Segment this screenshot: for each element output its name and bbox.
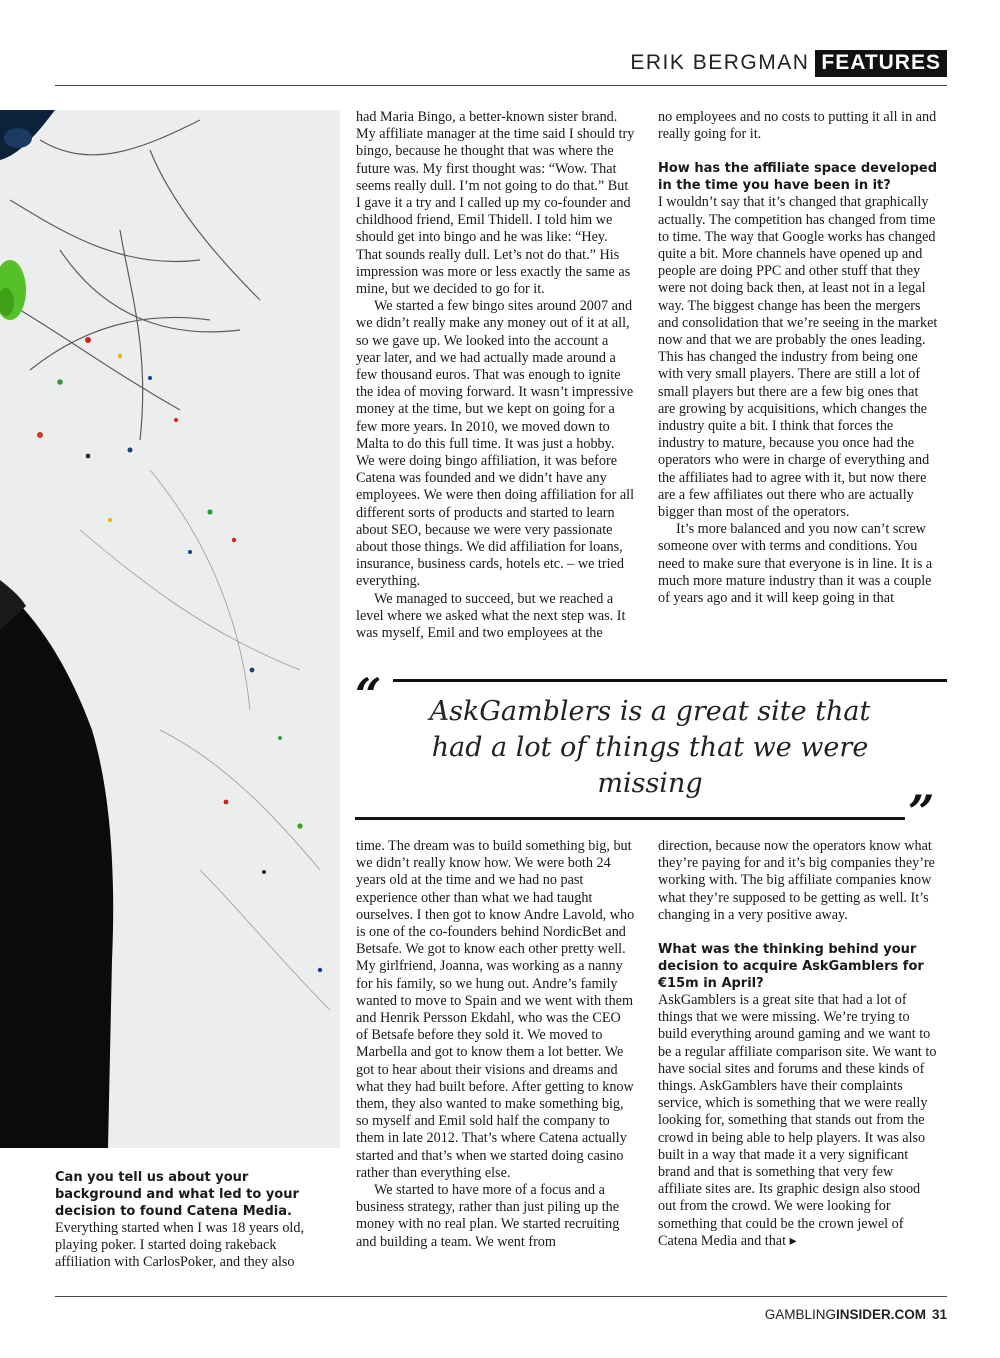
paragraph: direction, because now the operators know what they’re paying for and it’s big companies they’re working with. The big affiliate companies know what they’re supposed to be getting as well. It’s changing in a very positive away. (658, 838, 935, 923)
pull-quote-top-rule (393, 679, 947, 682)
paragraph: time. The dream was to build something big, but we didn’t really know how. We were both 24 years old at the time and we had no past experience other than what we had taught ourselves. I then got to know Andre Lavold, who is one of the co-founders behind NordicBet and Betsafe. We got to know each other pretty well. My girlfriend, Joanna, was working as a nanny for his family, so we hung out. Andre’s family wanted to move to Spain and we went with them and Henrik Persson Ekdahl, who was the CEO of Betsafe before they sold it. We moved to Marbella and got to know them a lot better. We got to hear about their visions and dreams and what they had built before. After getting to know them, they also wanted to make something big, so myself and Emil sold half the company to them in late 2012. That’s where Catena actually started and that’s when we started doing casino rather than everything else. (356, 838, 635, 1181)
pull-quote-bottom-rule (355, 817, 905, 820)
footer-brand-regular: GAMBLING (764, 1307, 836, 1322)
askgamblers-question-heading: What was the thinking behind your decision to acquire AskGamblers for €15m in April? (658, 942, 924, 992)
close-quote-icon: ” (908, 785, 935, 839)
background-answer-text: Everything started when I was 18 years old, playing poker. I started doing rakeback affiliation with CarlosPoker, and they also (55, 1220, 305, 1271)
page-header (630, 48, 947, 78)
paragraph (658, 992, 938, 1250)
background-question-heading: Can you tell us about your background and what led to your decision to found Catena Media. (55, 1170, 299, 1219)
pull-quote (355, 668, 947, 839)
paragraph: We managed to succeed, but we reached a level where we asked what the next step was. It was myself, Emil and two employees at the (356, 590, 626, 642)
paragraph: We started to have more of a focus and a business strategy, rather than just piling up the money with no real plan. We started recruiting and building a team. We went from (356, 1182, 620, 1250)
paragraph: We started a few bingo sites around 2007 and we didn’t really make any money out of it at all, so we gave up. We looked into the account a year later, and we had actually made around a few thousand euros. That was enough to ignite the idea of moving forward. It wasn’t impressive money at the time, but we kept on going for a few more years. In 2010, we moved down to Malta to do this full time. It was just a hobby. We were doing bingo affiliation, it was before Catena was founded and we didn’t have any employees. We were then doing affiliation for all different sorts of products and started to learn about SEO, because we were very passionate about those things. We did affiliation for loans, insurance, business cards, hotels etc. – we tried everything. (356, 298, 635, 590)
open-quote-icon: “ (355, 668, 382, 722)
continue-arrow-icon: ▸ (789, 1232, 797, 1249)
top-rule (55, 85, 947, 86)
paragraph-text: AskGamblers is a great site that had a lot of things that we were missing. We’re trying to build everything around gaming and we want to be a regular affiliate comparison site. We want to have social sites and forums and these kinds of things. AskGamblers have their complaints service, which is something that we were really looking for, something that stands out from the crowd in being able to help players. It was also built in a way that made it a very significant brand and that is something that very few affiliate sites are. Its graphic design also stood out from the crowd. We were looking for something that could be the crown jewel of Catena Media and that (658, 992, 937, 1249)
paragraph: no employees and no costs to putting it all in and really going for it. (658, 109, 937, 143)
header-section-label: FEATURES (815, 50, 947, 77)
column-3-top (658, 109, 938, 607)
paragraph: had Maria Bingo, a better-known sister brand. My affiliate manager at the time said I should try bingo, because he thought that was where the future was. My first thought was: “Wow. That seems really dull. I’m not going to do that.” But I gave it a try and I called up my co-founder and childhood friend, Emil Thidell. I told him we should get into bingo and he was like: “Hey. That sounds really dull. Let’s not do that.” His impression was more or less exactly the same as mine, but we decided to go for it. (356, 109, 635, 298)
footer-brand-bold: INSIDER.COM (835, 1307, 926, 1322)
bottom-rule (55, 1296, 947, 1297)
pull-quote-text: AskGamblers is a great site that had a lot of things that we were missing (429, 696, 871, 799)
page-footer (765, 1307, 947, 1322)
column-2-top (356, 109, 636, 642)
affiliate-space-question-heading: How has the affiliate space developed in the time you have been in it? (658, 161, 938, 194)
column-3-bottom (658, 838, 938, 1250)
paragraph: It’s more balanced and you now can’t screw someone over with terms and conditions. You need to make sure that everyone is in line. It is a much more mature industry than it was a couple of years ago and it will keep going in that (658, 521, 933, 607)
header-name: ERIK BERGMAN (630, 51, 810, 74)
paragraph: I wouldn’t say that it’s changed that graphically actually. The competition has changed from time to time. The way that Google works has changed quite a bit. More channels have opened up and people are doing PPC and other stuff that they were not doing back then, at least not in a legal way. The biggest change has been the mergers and consolidation that we’re seeing in the market now and that we are probably the ones leading. This has changed the industry from being one with very small players. There are still a lot of small players but there are a few big ones that are growing by acquisitions, which changes the industry quite a bit. I think that forces the industry to mature, because you once had the operators who were in charge of everything and the affiliates had to agree with it, but now there are a few affiliates out there who are actually bigger than most of the operators. (658, 194, 938, 521)
column-1 (55, 1169, 323, 1272)
column-2-bottom (356, 838, 636, 1251)
portrait-photo (0, 110, 340, 1148)
portrait-photo-icon (0, 110, 340, 1148)
page-number: 31 (931, 1307, 947, 1322)
